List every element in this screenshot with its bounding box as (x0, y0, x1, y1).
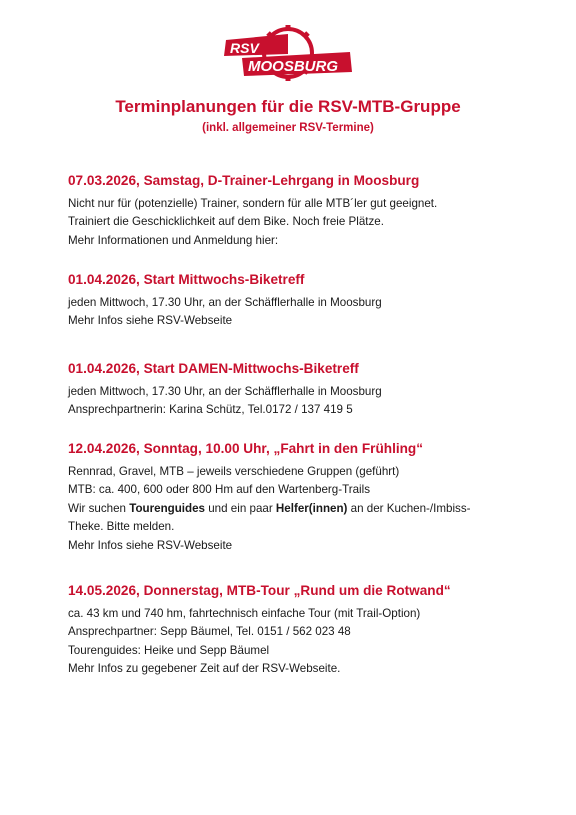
rsv-moosburg-logo (222, 24, 354, 82)
text-segment: Wir suchen (68, 501, 130, 515)
event-text: Mehr Infos siehe RSV-Webseite (68, 538, 233, 552)
text-segment: an der Kuchen-/Imbiss- (347, 501, 471, 515)
page-subtitle: (inkl. allgemeiner RSV-Termine) (202, 122, 374, 134)
event-text: ca. 43 km und 740 hm, fahrtechnisch einfache Tour (mit Trail-Option) (68, 607, 421, 620)
event-heading: 07.03.2026, Samstag, D-Trainer-Lehrgang in Moosburg (68, 173, 420, 188)
event-1 (68, 172, 508, 250)
event-text: jeden Mittwoch, 17.30 Uhr, an der Schäfflerhalle in Moosburg (68, 296, 382, 309)
event-text: Tourenguides: Heike und Sepp Bäumel (68, 643, 270, 657)
event-heading: 01.04.2026, Start Mittwochs-Biketreff (68, 272, 305, 287)
event-2 (68, 271, 508, 331)
event-text: Ansprechpartnerin: Karina Schütz, Tel.0172 / 137 419 5 (68, 403, 353, 417)
event-text: Rennrad, Gravel, MTB – jeweils verschiedene Gruppen (geführt) (68, 465, 400, 478)
event-text: MTB: ca. 400, 600 oder 800 Hm auf den Wartenberg-Trails (68, 483, 371, 497)
text-segment: und ein paar (205, 501, 276, 515)
logo-text-moosburg: MOOSBURG (248, 58, 338, 75)
bold-helfer: Helfer(innen) (275, 501, 348, 515)
event-text: Mehr Infos zu gegebener Zeit auf der RSV-Webseite. (68, 662, 341, 676)
event-text: Trainiert die Geschicklichkeit auf dem Bike. Noch freie Plätze. (68, 215, 384, 229)
event-text: jeden Mittwoch, 17.30 Uhr, an der Schäfflerhalle in Moosburg (68, 385, 382, 398)
event-heading: 12.04.2026, Sonntag, 10.00 Uhr, „Fahrt in den Frühling“ (68, 441, 424, 456)
event-5 (68, 582, 508, 679)
event-text: Mehr Informationen und Anmeldung hier: (68, 233, 279, 247)
event-text: Theke. Bitte melden. (68, 520, 175, 534)
logo-text-rsv: RSV (230, 40, 259, 56)
event-heading: 14.05.2026, Donnerstag, MTB-Tour „Rund um die Rotwand“ (68, 583, 451, 598)
event-4 (68, 440, 508, 555)
event-3 (68, 360, 508, 420)
event-text: Ansprechpartner: Sepp Bäumel, Tel. 0151 / 562 023 48 (68, 625, 351, 639)
event-text-mixed (68, 500, 508, 518)
event-text: Mehr Infos siehe RSV-Webseite (68, 314, 233, 328)
page-title: Terminplanungen für die RSV-MTB-Gruppe (115, 97, 461, 116)
event-text: Nicht nur für (potenzielle) Trainer, sondern für alle MTB´ler gut geeignet. (68, 197, 438, 210)
bold-tourenguides: Tourenguides (129, 501, 206, 515)
event-heading: 01.04.2026, Start DAMEN-Mittwochs-Biketreff (68, 361, 359, 376)
